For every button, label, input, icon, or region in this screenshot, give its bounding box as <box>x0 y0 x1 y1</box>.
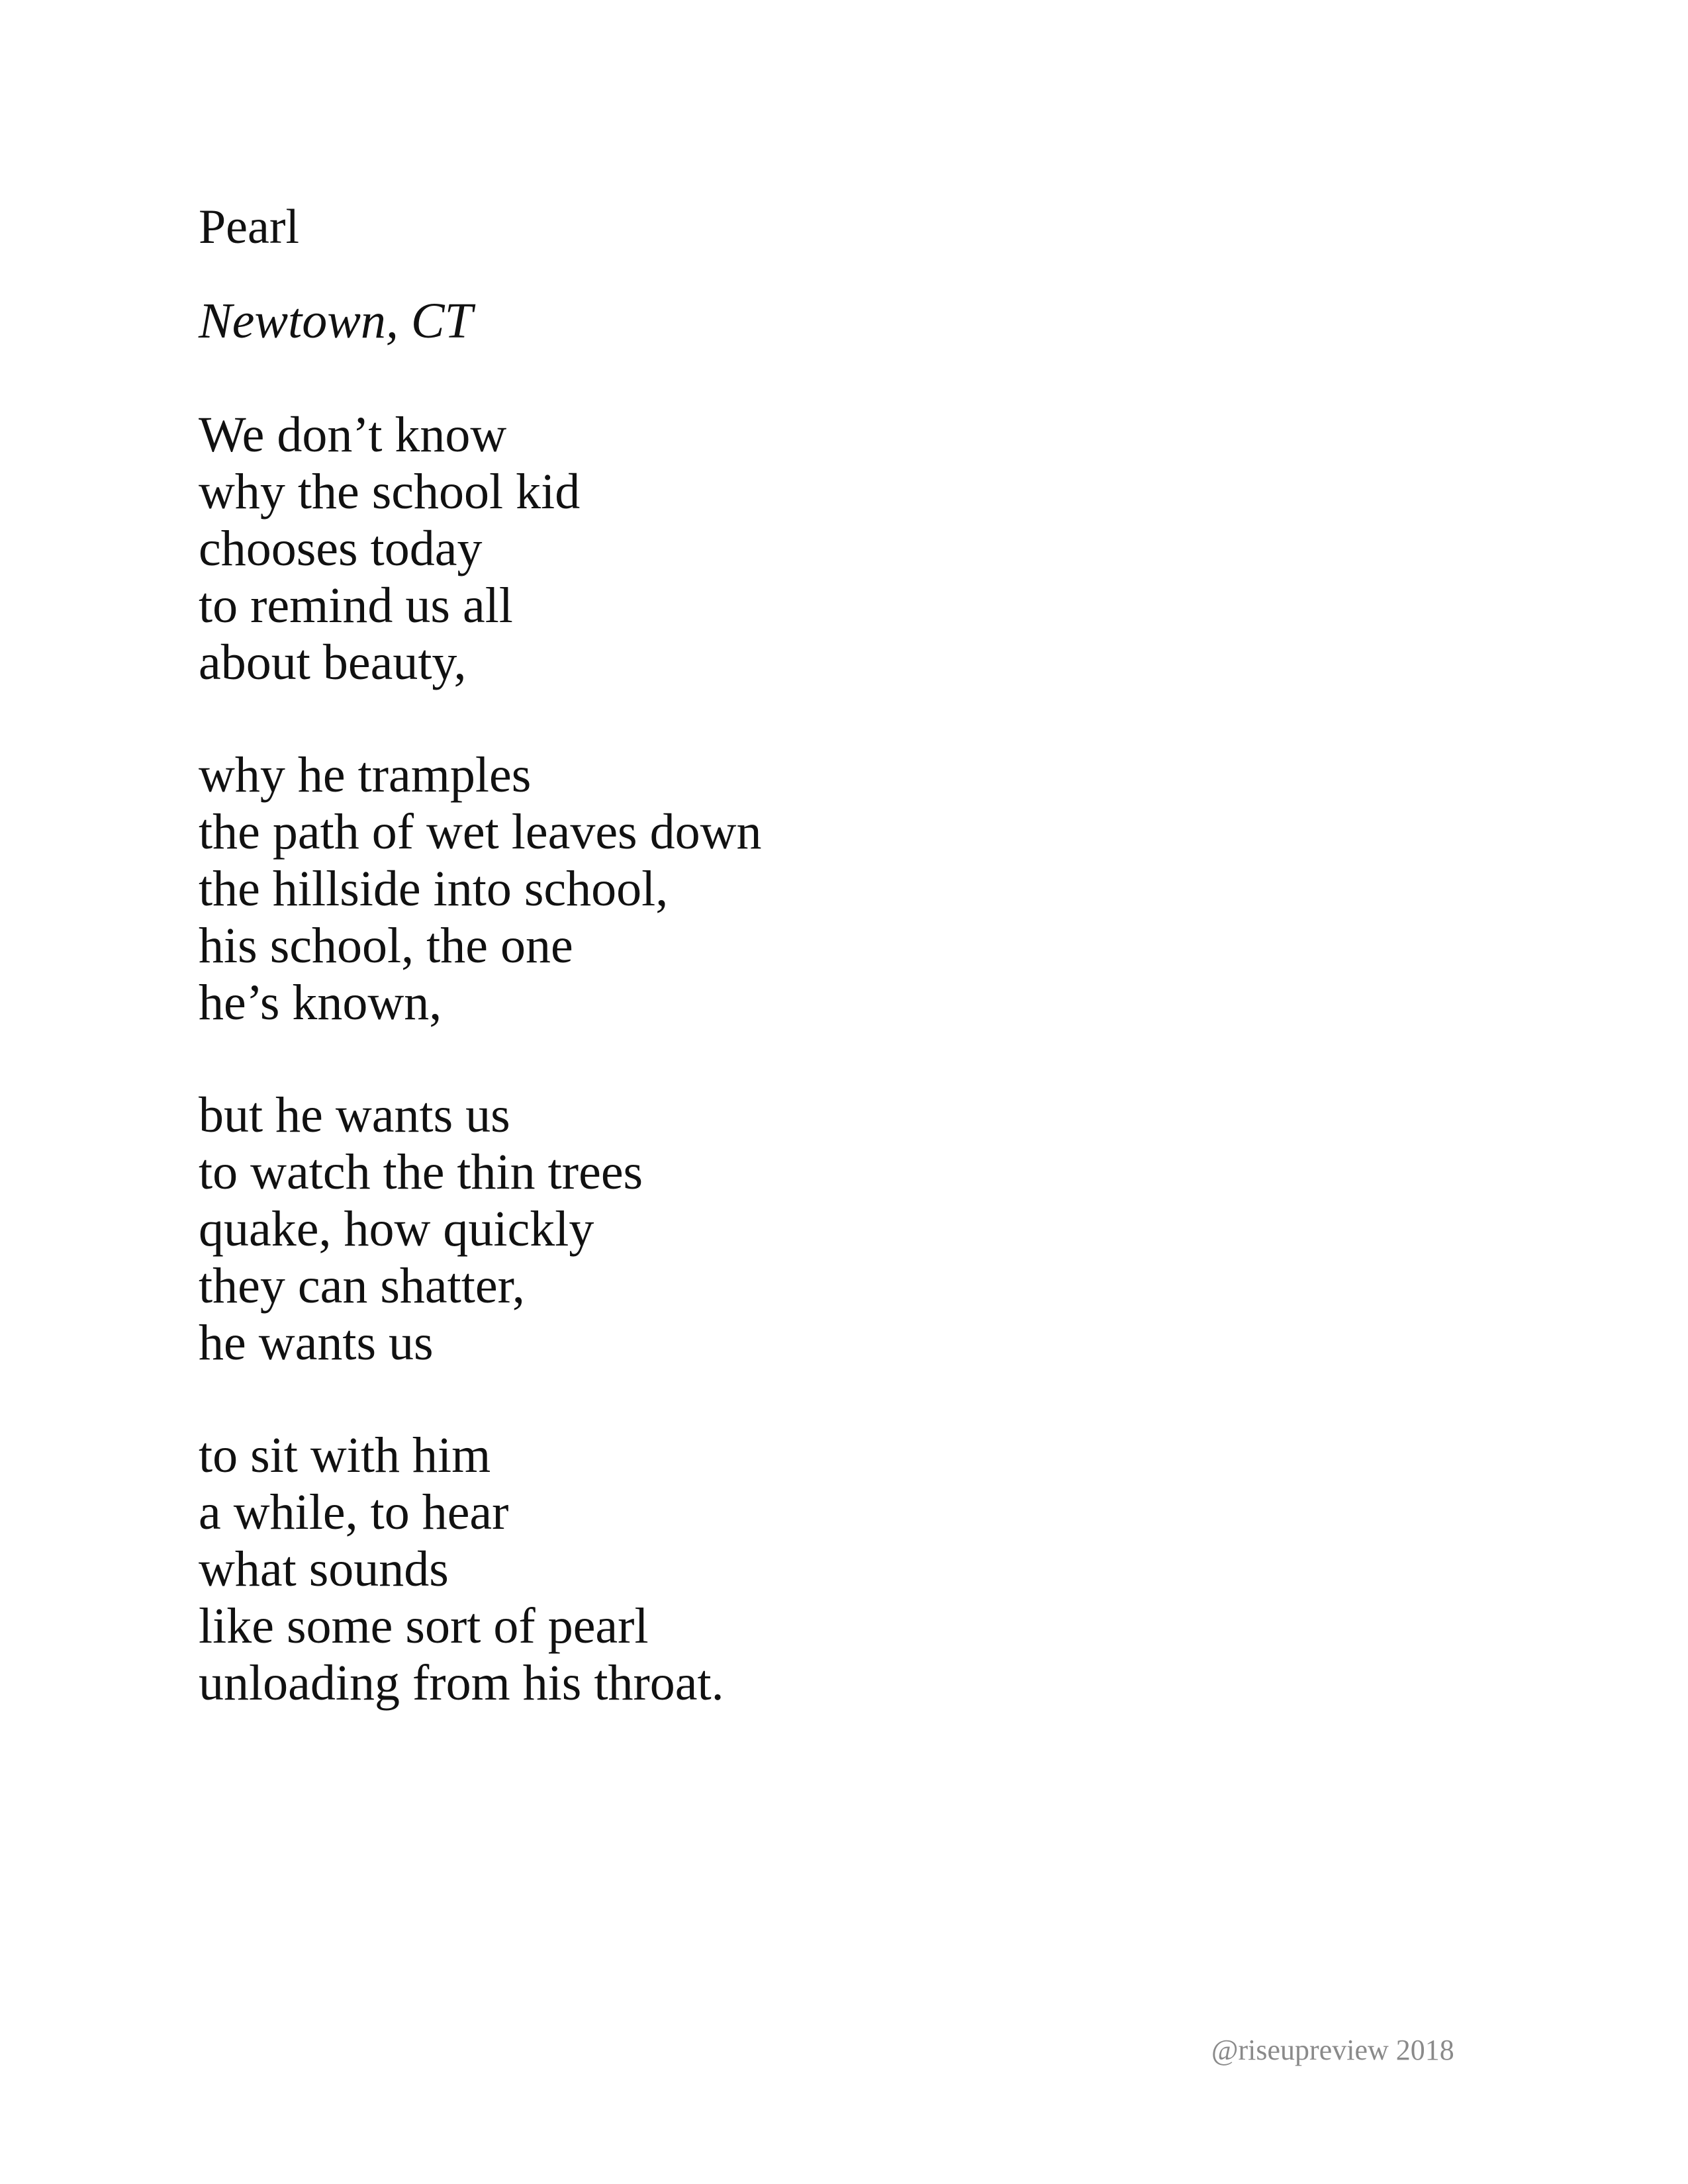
poem-line: a while, to hear <box>199 1484 509 1540</box>
poem-line: they can shatter, <box>199 1258 525 1314</box>
poem-line: why the school kid <box>199 464 581 520</box>
poem-line: the path of wet leaves down <box>199 804 762 860</box>
poem-title: Pearl <box>199 200 300 254</box>
poem-line: We don’t know <box>199 407 507 463</box>
poem-line: chooses today <box>199 521 483 576</box>
poem-line: the hillside into school, <box>199 861 669 917</box>
poem-line: to watch the thin trees <box>199 1144 643 1200</box>
poem-line: why he tramples <box>199 747 532 803</box>
poem-subtitle: Newtown, CT <box>199 293 473 349</box>
stanza-3 <box>199 1087 643 1371</box>
poem-line: about beauty, <box>199 635 467 690</box>
poem-line: his school, the one <box>199 918 573 974</box>
stanza-4 <box>199 1427 724 1711</box>
poem-line: unloading from his throat. <box>199 1655 724 1711</box>
poem-line: like some sort of pearl <box>199 1598 649 1654</box>
poem-line: he’s known, <box>199 975 442 1030</box>
footer-credit: @riseupreview 2018 <box>1211 2034 1454 2066</box>
poem-line: he wants us <box>199 1315 434 1371</box>
stanza-1 <box>199 406 580 691</box>
poem-line: to remind us all <box>199 578 513 633</box>
stanza-2 <box>199 747 762 1031</box>
poem-line: quake, how quickly <box>199 1201 594 1257</box>
poem-line: what sounds <box>199 1541 449 1597</box>
poem-line: but he wants us <box>199 1087 510 1143</box>
poem-line: to sit with him <box>199 1428 491 1483</box>
